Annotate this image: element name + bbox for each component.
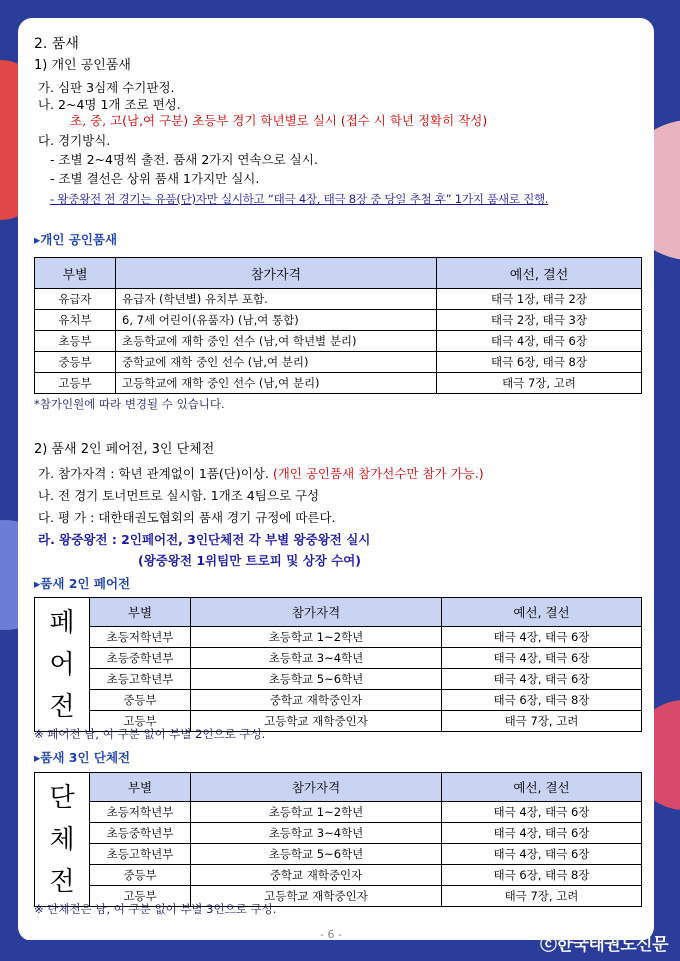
table-row: [35, 627, 642, 648]
cell: 고등부: [35, 373, 116, 394]
cell: 태극 4장, 태극 6장: [442, 844, 642, 865]
subsection-title: 1) 개인 공인품새: [34, 58, 131, 73]
table-row: [35, 289, 642, 310]
cell: 중학교에 재학 중인 선수 (남,여 분리): [116, 352, 437, 373]
item2-ga-note: (개인 공인품새 참가선수만 참가 가능.): [272, 466, 484, 481]
cell: 유급자 (학년별) 유치부 포함.: [116, 289, 437, 310]
table-row: [35, 373, 642, 394]
cell: 유치부: [35, 310, 116, 331]
col-poomsae: 예선, 결선: [437, 258, 642, 289]
col-poomsae: 예선, 결선: [442, 598, 642, 627]
col-poomsae: 예선, 결선: [442, 773, 642, 802]
cell: 초등저학년부: [90, 802, 191, 823]
pair-label-char: 어: [49, 649, 75, 680]
cell: 고등학교 재학중인자: [191, 711, 442, 732]
item-ga: 가. 심판 3심제 수기판정.: [38, 80, 175, 95]
col-eligibility: 참가자격: [191, 773, 442, 802]
item2-ra-note: (왕중왕전 1위팀만 트로피 및 상장 수여): [138, 553, 362, 568]
item2-ga-text: 가. 참가자격 : 학년 관계없이 1품(단)이상.: [38, 466, 273, 481]
cell: 태극 6장, 태극 8장: [437, 352, 642, 373]
cell: 태극 6장, 태극 8장: [442, 690, 642, 711]
cell: 초등중학년부: [90, 823, 191, 844]
team-note: ※ 단체전은 남, 여 구분 없이 부별 3인으로 구성.: [34, 902, 277, 916]
team-table: [34, 772, 642, 907]
team-label-char: 단: [49, 782, 75, 813]
item2-ra: 라. 왕중왕전 : 2인페어전, 3인단체전 각 부별 왕중왕전 실시: [38, 532, 371, 547]
table-heading: ▸개인 공인품새: [34, 232, 118, 247]
table-row: [35, 331, 642, 352]
item2-da: 다. 평 가 : 대한태권도협회의 품새 경기 규정에 따른다.: [38, 510, 336, 525]
bullet-1: - 조별 2~4명씩 출전. 품새 2가지 연속으로 실시.: [50, 152, 318, 167]
table-header-row: [35, 773, 642, 802]
item2-na: 나. 전 경기 토너먼트로 실시함. 1개조 4팀으로 구성: [38, 488, 320, 503]
cell: 초등학교 3~4학년: [191, 648, 442, 669]
pair-table: [34, 597, 642, 732]
col-division: 부별: [90, 773, 191, 802]
table-row: [35, 648, 642, 669]
individual-table: [34, 257, 642, 394]
col-eligibility: 참가자격: [116, 258, 437, 289]
cell: 초등고학년부: [90, 669, 191, 690]
watermark: ⓒ한국태권도신문: [540, 935, 668, 955]
table-row: [35, 669, 642, 690]
cell: 초등학교 3~4학년: [191, 823, 442, 844]
cell: 태극 4장, 태극 6장: [437, 331, 642, 352]
pair-label-char: 페: [49, 607, 75, 638]
cell: 초등학교 1~2학년: [191, 627, 442, 648]
cell: 유급자: [35, 289, 116, 310]
page-number: - 6 -: [320, 928, 342, 941]
bullet-2: - 조별 결선은 상위 품새 1가지만 실시.: [50, 171, 260, 186]
pair-table-heading: ▸품새 2인 페어전: [34, 576, 131, 591]
col-division: 부별: [35, 258, 116, 289]
subsection-title-2: 2) 품새 2인 페어전, 3인 단체전: [34, 442, 215, 457]
cell: 초등중학년부: [90, 648, 191, 669]
cell: 태극 4장, 태극 6장: [442, 648, 642, 669]
cell: 초등학교 5~6학년: [191, 669, 442, 690]
cell: 고등부: [90, 711, 191, 732]
cell: 초등저학년부: [90, 627, 191, 648]
cell: 초등부: [35, 331, 116, 352]
table-row: [35, 802, 642, 823]
table-note: *참가인원에 따라 변경될 수 있습니다.: [34, 397, 225, 411]
item-na: 나. 2~4명 1개 조로 편성.: [38, 97, 181, 112]
table-row: [35, 844, 642, 865]
item-da: 다. 경기방식.: [38, 133, 111, 148]
cell: 초등학교 1~2학년: [191, 802, 442, 823]
cell: 태극 1장, 태극 2장: [437, 289, 642, 310]
cell: 태극 7장, 고려: [437, 373, 642, 394]
cell: 초등고학년부: [90, 844, 191, 865]
cell: 태극 2장, 태극 3장: [437, 310, 642, 331]
team-table-heading: ▸품새 3인 단체전: [34, 750, 131, 765]
table-header-row: [35, 258, 642, 289]
cell: 태극 7장, 고려: [442, 711, 642, 732]
cell: 태극 4장, 태극 6장: [442, 802, 642, 823]
item2-ga: [38, 466, 484, 482]
pair-label-char: 전: [49, 691, 75, 722]
table-row: [35, 352, 642, 373]
cell: 6, 7세 어린이(유품자) (남,여 통합): [116, 310, 437, 331]
team-label: [35, 773, 90, 907]
cell: 고등학교에 재학 중인 선수 (남,여 분리): [116, 373, 437, 394]
table-row: [35, 865, 642, 886]
cell: 중학교 재학중인자: [191, 690, 442, 711]
cell: 중등부: [90, 690, 191, 711]
col-eligibility: 참가자격: [191, 598, 442, 627]
table-row: [35, 823, 642, 844]
col-division: 부별: [90, 598, 191, 627]
cell: 고등학교 재학중인자: [191, 886, 442, 907]
cell: 중등부: [35, 352, 116, 373]
table-header-row: [35, 598, 642, 627]
cell: 초등학교 5~6학년: [191, 844, 442, 865]
table-row: [35, 310, 642, 331]
pair-note: ※ 페어전 남, 여 구분 없이 부별 2인으로 구성.: [34, 727, 266, 741]
cell: 태극 4장, 태극 6장: [442, 669, 642, 690]
table-row: [35, 690, 642, 711]
cell: 고등부: [90, 886, 191, 907]
cell: 태극 7장, 고려: [442, 886, 642, 907]
section-title: 2. 품새: [34, 36, 79, 52]
bullet-3: - 왕중왕전 전 경기는 유품(단)자만 실시하고 “태극 4장, 태극 8장 중 당일 추첨 후” 1가지 품새로 진행.: [50, 192, 549, 206]
cell: 중등부: [90, 865, 191, 886]
cell: 태극 4장, 태극 6장: [442, 823, 642, 844]
cell: 초등학교에 재학 중인 선수 (남,여 학년별 분리): [116, 331, 437, 352]
cell: 태극 6장, 태극 8장: [442, 865, 642, 886]
pair-label: [35, 598, 90, 732]
cell: 태극 4장, 태극 6장: [442, 627, 642, 648]
team-label-char: 전: [49, 866, 75, 897]
team-label-char: 체: [49, 824, 75, 855]
cell: 중학교 재학중인자: [191, 865, 442, 886]
item-na-note: 초, 중, 고(남,여 구분) 초등부 경기 학년별로 실시 (접수 시 학년 정확히 작성): [70, 113, 488, 128]
